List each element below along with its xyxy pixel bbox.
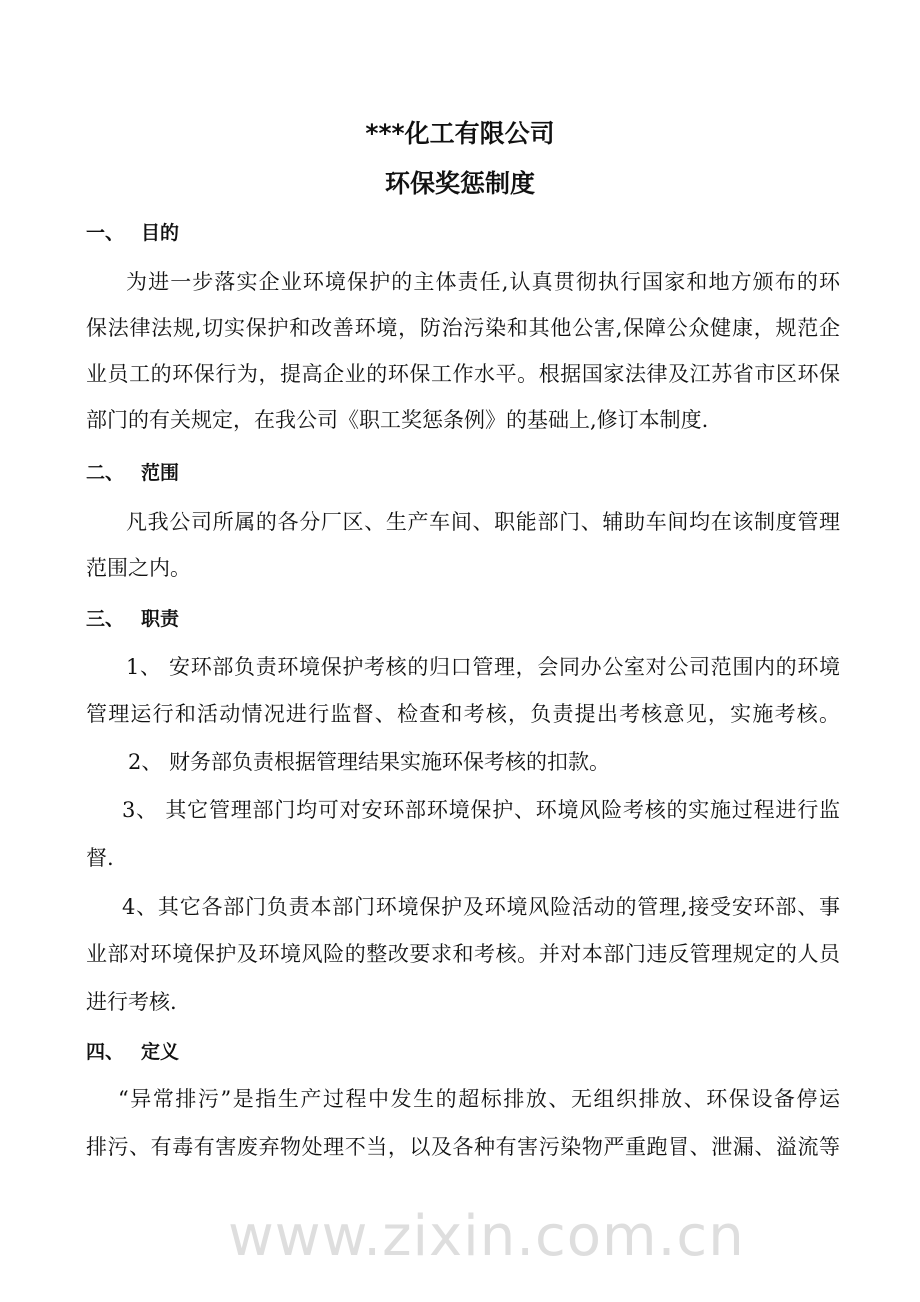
text-line: 保法律法规,切实保护和改善环境，防治污染和其他公害,保障公众健康，规范企 — [86, 316, 840, 340]
doc-title: ***化工有限公司 — [365, 119, 555, 148]
section-number: 二、 — [86, 462, 125, 484]
section-heading — [86, 220, 179, 246]
text-line: 督. — [86, 846, 114, 870]
text-line: 为进一步落实企业环境保护的主体责任,认真贯彻执行国家和地方颁布的环 — [126, 270, 840, 294]
text-line: 进行考核. — [86, 990, 177, 1014]
watermark: www.zixin.com.cn — [228, 1204, 745, 1269]
text-line: 部门的有关规定，在我公司《职工奖惩条例》的基础上,修订本制度. — [86, 408, 709, 432]
text-line: 1、 安环部负责环境保护考核的归口管理，会同办公室对公司范围内的环境 — [126, 655, 840, 679]
section-number: 四、 — [86, 1041, 125, 1063]
section-heading — [86, 460, 179, 486]
text-line: “异常排污”是指生产过程中发生的超标排放、无组织排放、环保设备停运 — [118, 1087, 840, 1111]
doc-subtitle: 环保奖惩制度 — [384, 169, 535, 198]
text-line: 业员工的环保行为，提高企业的环保工作水平。根据国家法律及江苏省市区环保 — [86, 362, 840, 386]
section-title: 目的 — [141, 222, 180, 244]
section-title: 范围 — [141, 462, 180, 484]
section-title: 定义 — [141, 1041, 180, 1063]
section-title: 职责 — [141, 608, 180, 630]
text-line: 凡我公司所属的各分厂区、生产车间、职能部门、辅助车间均在该制度管理 — [126, 510, 840, 534]
text-line: 4、其它各部门负责本部门环境保护及环境风险活动的管理,接受安环部、事 — [122, 895, 840, 919]
section-number: 三、 — [86, 608, 125, 630]
section-number: 一、 — [86, 222, 125, 244]
text-line: 3、 其它管理部门均可对安环部环境保护、环境风险考核的实施过程进行监 — [122, 798, 840, 822]
text-line: 管理运行和活动情况进行监督、检查和考核，负责提出考核意见，实施考核。 — [86, 702, 840, 726]
text-line: 范围之内。 — [86, 556, 191, 580]
section-heading — [86, 1039, 179, 1065]
section-heading — [86, 606, 179, 632]
text-line: 2、 财务部负责根据管理结果实施环保考核的扣款。 — [128, 750, 611, 774]
text-line: 排污、有毒有害废弃物处理不当，以及各种有害污染物严重跑冒、泄漏、溢流等 — [86, 1135, 840, 1159]
text-line: 业部对环境保护及环境风险的整改要求和考核。并对本部门违反管理规定的人员 — [86, 942, 840, 966]
